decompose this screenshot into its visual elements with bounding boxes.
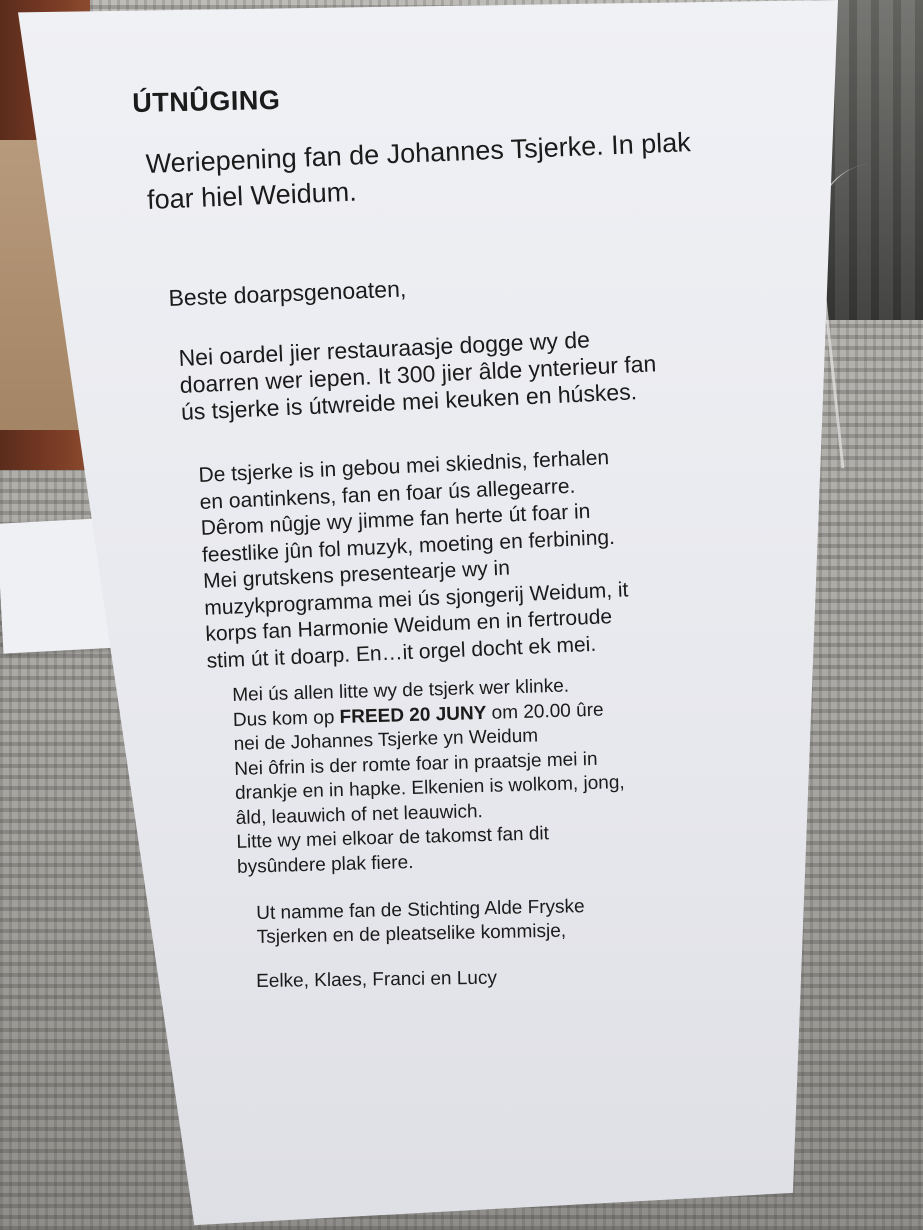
- event-date-prefix: Dus kom op: [232, 706, 340, 731]
- event-line-1: Mei ús allen litte wy de tsjerk wer klinke.: [232, 675, 570, 706]
- paragraph-history: De tsjerke is in gebou mei skiednis, ferhalen en oantinkens, fan en foar ús allegearre. Dêrom nûgje wy jimme fan herte út foar in feestlike jûn fol muzyk, moeting en ferbining. Mei grutskens presentearje wy in muzykprogramma mei ús sjongerij Weidum, it korps fan Harmonie Weidum en in fertroude stim út it doarp. En…it orgel docht ek mei.: [198, 446, 629, 673]
- paragraph-restoration: Nei oardel jier restauraasje dogge wy de doarren wer iepen. It 300 jier âlde ynterieur fan ús tsjerke is útwreide mei keuken en húskes.: [178, 326, 657, 425]
- event-details: nei de Johannes Tsjerke yn Weidum Nei ôfrin is der romte foar in praatsje mei in drankje en in hapke. Elkenien is wolkom, jong, âld, leauwich of net leauwich. Litte wy mei elkoar de takomst fan dit bysûndere plak fiere.: [233, 725, 625, 878]
- event-date: FREED 20 JUNY: [339, 702, 487, 728]
- greeting: Beste doarpsgenoaten,: [168, 275, 407, 311]
- signature-names: Eelke, Klaes, Franci en Lucy: [256, 967, 498, 992]
- event-time: om 20.00 ûre: [486, 699, 604, 724]
- paragraph-event: [232, 673, 627, 880]
- invitation-subtitle: Weriepening fan de Johannes Tsjerke. In plak foar hiel Weidum.: [145, 127, 692, 215]
- signoff: Ut namme fan de Stichting Alde Fryske Tsjerken en de pleatselike kommisje,: [256, 896, 585, 948]
- invitation-title: ÚTNÛGING: [132, 84, 281, 118]
